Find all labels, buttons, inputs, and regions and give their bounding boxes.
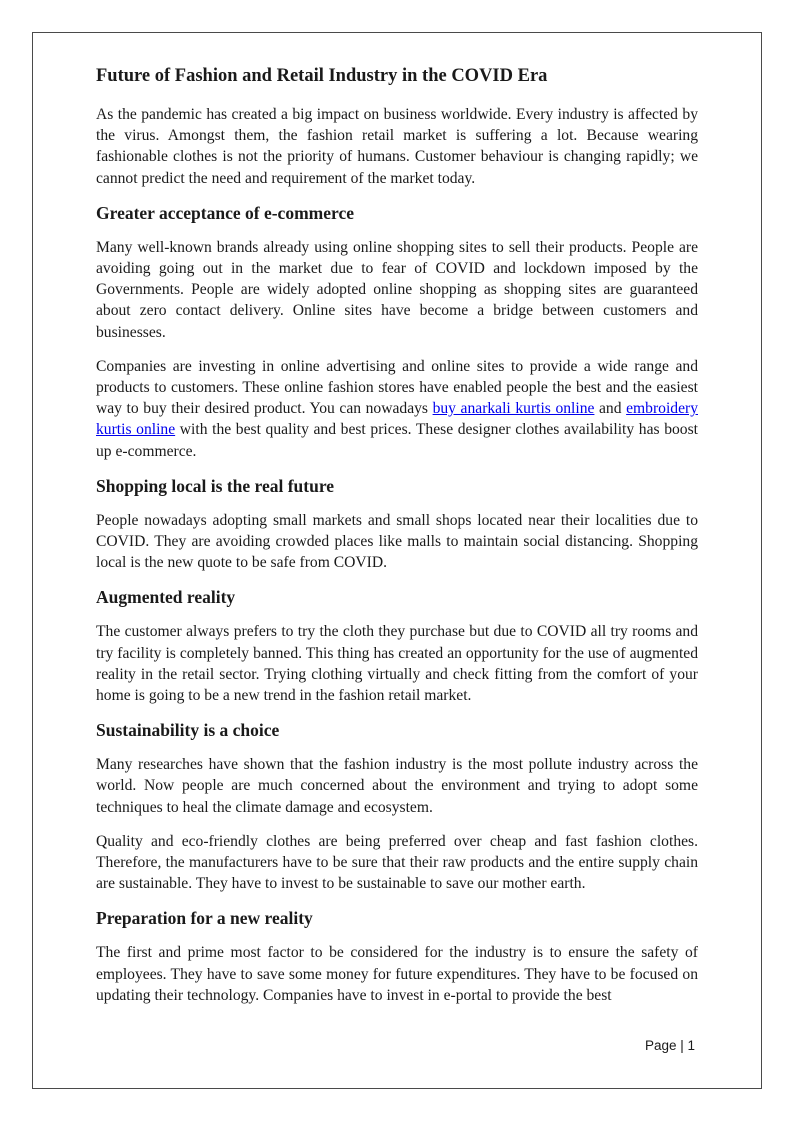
- section-heading-preparation: Preparation for a new reality: [96, 908, 313, 929]
- link-embroidery-kurtis-online[interactable]: embroidery kurtis online: [96, 400, 698, 439]
- paragraph-ecommerce-2-text-mid: and: [594, 400, 627, 418]
- section-heading-shopping-local: Shopping local is the real future: [96, 475, 335, 496]
- section-heading-sustainability: Sustainability is a choice: [96, 720, 280, 741]
- page-number: Page | 1: [644, 1038, 695, 1053]
- paragraph-ecommerce-2-text-after: with the best quality and best prices. These designer clothes availability has boost up e-commerce.: [96, 421, 698, 460]
- intro-paragraph: As the pandemic has created a big impact on business worldwide. Every industry is affected by the virus. Amongst them, the fashion retail market is suffering a lot. Because wearing fashionable clothes is not the priority of humans. Customer behaviour is changing rapidly; we cannot predict the need and requirement of the market today.: [96, 106, 698, 187]
- paragraph-sustainability-2: Quality and eco-friendly clothes are being preferred over cheap and fast fashion clothes. Therefore, the manufacturers have to be sure that their raw products and the entire supply chain are sustainable. They have to invest to be sustainable to save our mother earth.: [96, 832, 698, 893]
- paragraph-augmented-reality-1: The customer always prefers to try the cloth they purchase but due to COVID all try rooms and try facility is completely banned. This thing has created an opportunity for the use of augmented reality in the retail sector. Trying clothing virtually and check fitting from the comfort of your home is going to be a new trend in the fashion retail market.: [96, 623, 698, 705]
- section-heading-augmented-reality: Augmented reality: [96, 587, 236, 608]
- section-heading-ecommerce: Greater acceptance of e-commerce: [96, 202, 354, 223]
- paragraph-preparation-1: The first and prime most factor to be considered for the industry is to ensure the safety of employees. They have to save some money for future expenditures. They have to be focused on updating their technology. Companies have to invest in e-portal to provide the best: [96, 944, 698, 1004]
- paragraph-ecommerce-2-text-before: Companies are investing in online advertising and online sites to provide a wide range and products to customers. These online fashion stores have enabled people the best and the easiest way to buy their desired product. You can nowadays: [96, 357, 698, 418]
- paragraph-ecommerce-2: [96, 356, 698, 462]
- paragraph-sustainability-1: Many researches have shown that the fashion industry is the most pollute industry across the world. Now people are much concerned about the environment and trying to adopt some techniques to heal the climate damage and ecosystem.: [96, 756, 698, 816]
- link-buy-anarkali-kurtis-online[interactable]: buy anarkali kurtis online: [432, 400, 595, 418]
- paragraph-shopping-local-1: People nowadays adopting small markets and small shops located near their localities due to COVID. They are avoiding crowded places like malls to maintain social distancing. Shopping local is the new quote to be safe from COVID.: [96, 511, 698, 572]
- document-title: Future of Fashion and Retail Industry in the COVID Era: [96, 66, 548, 86]
- document-content: [96, 64, 698, 1019]
- paragraph-ecommerce-1: Many well-known brands already using online shopping sites to sell their products. People are avoiding going out in the market due to fear of COVID and lockdown imposed by the Governments. People are widely adopted online shopping as shopping sites are guaranteed about zero contact delivery. Online sites have become a bridge between customers and businesses.: [96, 238, 698, 341]
